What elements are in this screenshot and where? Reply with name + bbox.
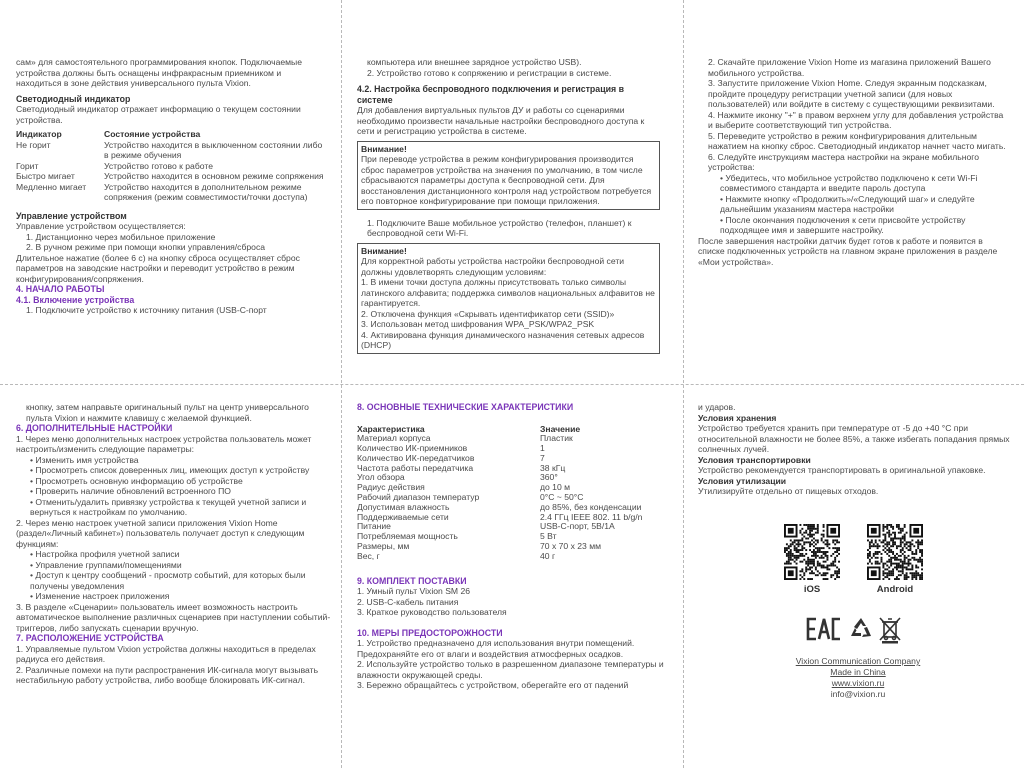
section-8-heading: 8. ОСНОВНЫЕ ТЕХНИЧЕСКИЕ ХАРАКТЕРИСТИКИ: [357, 402, 574, 412]
panel-led-and-start: [16, 57, 328, 316]
list-item: • Настройка профиля учетной записи: [30, 549, 180, 559]
warning-line: 2. Отключена функция «Скрывать идентификатор сети (SSID)»: [361, 308, 615, 319]
warning-box-1: [357, 141, 660, 210]
table-row: Материал корпуса Пластик: [357, 433, 573, 444]
list-item: • Отменить/удалить привязку устройства к текущей учетной записи и вернуться к настройкам по умолчанию.: [30, 496, 307, 517]
made-in: Made in China: [830, 667, 886, 677]
paragraph: 3. В разделе «Сценарии» пользователь имеет возможность настроить автоматическое выполнение различных сценариев при наступлении событий-триггеров, либо запускать сценарии вручную.: [16, 601, 331, 633]
paragraph: 1. Управляемые пультом Vixion устройства должны находиться в пределах радиуса его действия.: [16, 643, 316, 664]
section-7-heading: 7. РАСПОЛОЖЕНИЕ УСТРОЙСТВА: [16, 633, 164, 643]
panel-storage: [698, 402, 1010, 497]
table-row: Радиус действия до 10 м: [357, 482, 571, 493]
section-6-heading: 6. ДОПОЛНИТЕЛЬНЫЕ НАСТРОЙКИ: [16, 423, 173, 433]
table-row: Размеры, мм 70 x 70 x 23 мм: [357, 541, 602, 552]
no-trash-bin-icon: [878, 614, 902, 644]
panel-additional-settings: [16, 402, 334, 686]
section-4-2-text: Для добавления виртуальных пультов ДУ и работы со сценариями необходимо произвести начальные настройки беспроводного доступа к сети и регистрацию устройства в системе.: [357, 105, 645, 136]
spec-header-value: Значение: [540, 423, 581, 434]
led-heading: Светодиодный индикатор: [16, 93, 131, 104]
table-row: Угол обзора 360°: [357, 472, 558, 483]
table-row: Количество ИК-приемников 1: [357, 443, 545, 454]
control-heading: Управление устройством: [16, 210, 127, 221]
intro-text: сам» для самостоятельного программирования кнопок. Подключаемые устройства должны быть оснащены инфракрасным приемником и находиться в зоне действия универсального пульта Vixion.: [16, 57, 302, 88]
list-item: 3. Краткое руководство пользователя: [357, 607, 507, 618]
storage-heading: Условия хранения: [698, 412, 777, 423]
warning-title: Внимание!: [361, 143, 407, 154]
list-item: • Изменить имя устройства: [30, 454, 139, 465]
setup-bullet: • Убедитесь, что мобильное устройство подключено к сети Wi-Fi совместимого стандарта и введите пароль доступа: [720, 172, 978, 193]
list-item: 1. Устройство предназначено для использования внутри помещений. Предохраняйте его от влаги и воздействия атмосферных осадков.: [357, 638, 635, 659]
list-item: • Изменение настроек приложения: [30, 591, 170, 601]
table-row: Горит Устройство готово к работе: [16, 160, 213, 171]
eac-logo-icon: [806, 616, 842, 642]
control-line: 2. В ручном режиме при помощи кнопки управления/сброса: [26, 242, 266, 252]
table-row: Количество ИК-передатчиков 7: [357, 452, 545, 463]
step-connect: 1. Подключите Ваше мобильное устройство (телефон, планшет) к беспроводной сети Wi-Fi.: [367, 217, 632, 238]
warning-text: При переводе устройства в режим конфигурирования производится сброс параметров устройства на значения по умолчанию, в том числе сбрасываются параметры доступа к беспроводной сети. Для восстановления дистанционного контроля над устройством потребуется его повторное конфигурирование при помощи приложения.: [361, 154, 652, 206]
disposal-heading: Условия утилизации: [698, 475, 787, 486]
led-header-indicator: Индикатор: [16, 129, 62, 139]
section-4-2-heading: 4.2. Настройка беспроводного подключения и регистрация в системе: [357, 84, 624, 105]
setup-step: 3. Запустите приложение Vixion Home. Следуя экранным подсказкам, пройдите процедуру регистрации учетной записи (для новых пользователей) или войдите в систему с существующими реквизитами.: [708, 78, 995, 109]
paragraph: 2. Различные помехи на пути распространения ИК-сигнала могут вызывать нестабильную работу устройства, либо вообще блокировать ИК-сигнал.: [16, 664, 319, 685]
led-text: Светодиодный индикатор отражает информацию о текущем состоянии устройства.: [16, 104, 301, 125]
website-link[interactable]: www.vixion.ru: [831, 678, 885, 688]
company-info: [778, 656, 938, 700]
warning-line: Для корректной работы устройства настройки беспроводной сети должны удовлетворять следующим условиям:: [361, 256, 625, 277]
warning-line: 1. В имени точки доступа должны присутствовать только символы латинского алфавита; поддержка символов национальных алфавитов не гарантируется.: [361, 277, 655, 308]
section-10-heading: 10. МЕРЫ ПРЕДОСТОРОЖНОСТИ: [357, 627, 503, 638]
recycle-icon: [848, 616, 874, 642]
disposal-text: Утилизируйте отдельно от пищевых отходов.: [698, 486, 879, 496]
section-4-1-heading: 4.1. Включение устройства: [16, 294, 135, 305]
table-row: Поддерживаемые сети 2.4 ГГц IEEE 802. 11 b/g/n: [357, 511, 643, 522]
control-line: 1. Дистанционно через мобильное приложение: [26, 231, 216, 242]
panel-wireless-setup: [357, 57, 660, 358]
warning-line: 4. Активирована функция динамического назначения сетевых адресов (DHCP): [361, 329, 645, 350]
list-item: • Просмотреть список доверенных лиц, имеющих доступ к устройству: [30, 465, 310, 475]
list-item: 3. Бережно обращайтесь с устройством, оберегайте его от падений: [357, 680, 629, 691]
setup-step: 5. Переведите устройство в режим конфигурирования длительным нажатием на кнопку сброс. Светодиодный индикатор начнет часто мигать.: [708, 130, 1006, 151]
setup-outro: После завершения настройки датчик будет готов к работе и появится в списке подключенных устройств на главном экране приложения в разделе «Мои устройства».: [698, 235, 998, 267]
top-text: и ударов.: [698, 402, 736, 412]
table-row: Вес, г 40 г: [357, 550, 556, 561]
company-name: Vixion Communication Company: [795, 656, 921, 666]
setup-step: 6. Следуйте инструкциям мастера настройки на экране мобильного устройства:: [708, 151, 979, 172]
setup-step: 4. Нажмите иконку "+" в правом верхнем углу для добавления устройства и выберите соответствующий тип устройства.: [708, 109, 1004, 130]
top-line: 2. Устройство готово к сопряжению и регистрации в системе.: [367, 67, 612, 78]
storage-text: Устройство требуется хранить при температуре от -5 до +40 °С при относительной влажности не более 85%, а также избегать попадания прямых солнечных лучей.: [698, 423, 1010, 454]
warning-line: 3. Использован метод шифрования WPA_PSK/WPA2_PSK: [361, 319, 595, 329]
list-item: • Управление группами/помещениями: [30, 559, 182, 570]
list-item: 2. Используйте устройство только в разрешенном диапазоне температуры и влажности окружающей среды.: [357, 659, 664, 680]
table-row: Рабочий диапазон температур 0°С ~ 50°С: [357, 492, 584, 503]
list-item: 2. USB-C-кабель питания: [357, 596, 459, 607]
setup-bullet: • После окончания подключения к сети присвойте устройству подходящее имя и завершите настройку.: [720, 214, 966, 235]
fold-line-horizontal: [0, 384, 1024, 385]
led-header-state: Состояние устройства: [104, 129, 201, 139]
spec-table: [357, 425, 642, 562]
warning-title: Внимание!: [361, 245, 407, 256]
panel-app-setup: [698, 57, 1010, 267]
setup-step: 2. Скачайте приложение Vixion Home из магазина приложений Вашего мобильного устройства.: [708, 57, 991, 78]
qr-label-android: Android: [876, 584, 914, 595]
setup-bullet: • Нажмите кнопку «Продолжить»/«Следующий шаг» и следуйте дальнейшим указаниям мастера настройки: [720, 193, 975, 214]
panel-specs: [357, 402, 667, 691]
table-row: Питание USB-С-порт, 5В/1А: [357, 521, 615, 532]
list-item: 1. Умный пульт Vixion SM 26: [357, 586, 471, 597]
section-4-heading: 4. НАЧАЛО РАБОТЫ: [16, 284, 105, 294]
control-line: Длительное нажатие (более 6 с) на кнопку сброса осуществляет сброс параметров на заводские настройки и переводит устройство в режим конфигурирования/сопряжения.: [16, 252, 300, 284]
paragraph: 1. Через меню дополнительных настроек устройства пользователь может настроить/изменить следующие параметры:: [16, 433, 312, 454]
led-table: [16, 129, 328, 203]
step-1: 1. Подключите устройство к источнику питания (USB-C-порт: [26, 305, 267, 315]
list-item: • Доступ к центру сообщений - просмотр событий, для которых были получены уведомления: [30, 570, 306, 591]
control-line: Управление устройством осуществляется:: [16, 221, 186, 231]
table-row: Быстро мигает Устройство находится в основном режиме сопряжения: [16, 171, 324, 181]
qr-label-ios: iOS: [803, 584, 821, 595]
table-row: Потребляемая мощность 5 Вт: [357, 531, 557, 542]
paragraph: 2. Через меню настроек учетной записи приложения Vixion Home (раздел«Личный кабинет») пользователь получает доступ к следующим функциям:: [16, 517, 305, 549]
transport-text: Устройство рекомендуется транспортировать в оригинальной упаковке.: [698, 465, 986, 475]
transport-heading: Условия транспортировки: [698, 454, 811, 465]
warning-box-2: [357, 243, 660, 354]
table-row: Частота работы передатчика 38 кГц: [357, 462, 566, 473]
table-row: Допустимая влажность до 85%, без конденсации: [357, 501, 642, 512]
table-row: Не горит Устройство находится в выключенном состоянии либо в режиме обучения: [16, 139, 323, 160]
email-link[interactable]: info@vixion.ru: [830, 689, 886, 699]
qr-code-android[interactable]: [867, 524, 923, 580]
section-9-heading: 9. КОМПЛЕКТ ПОСТАВКИ: [357, 575, 467, 586]
list-item: • Просмотреть основную информацию об устройстве: [30, 475, 243, 486]
top-line: компьютера или внешнее зарядное устройство USB).: [367, 57, 582, 67]
table-row: Медленно мигает Устройство находится в дополнительном режиме сопряжения (режим совместимости/точки доступа): [16, 181, 308, 202]
list-item: • Проверить наличие обновлений встроенного ПО: [30, 486, 231, 496]
spec-header-key: Характеристика: [357, 423, 425, 434]
qr-code-ios[interactable]: [784, 524, 840, 580]
top-text: кнопку, затем направьте оригинальный пульт на центр универсального пульта Vixion и нажмите клавишу с желаемой функцией.: [26, 402, 309, 423]
